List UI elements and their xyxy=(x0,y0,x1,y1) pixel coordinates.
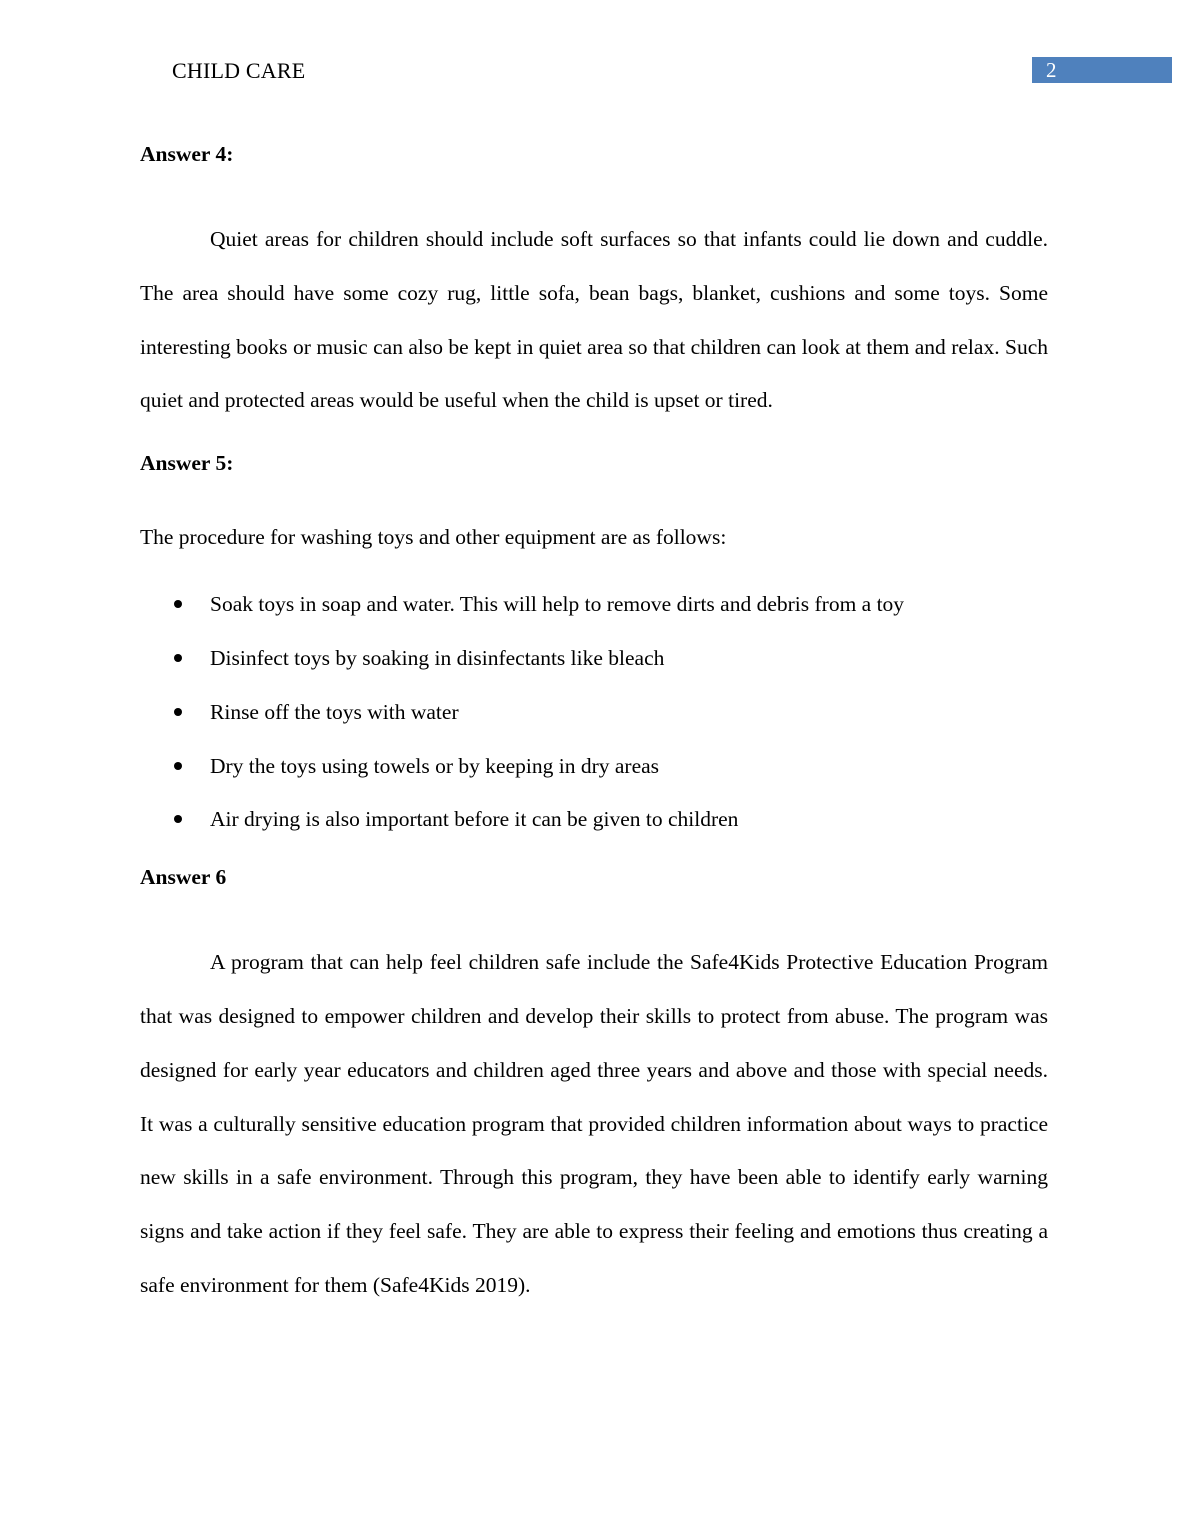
washing-procedure-list xyxy=(140,587,1048,856)
list-item xyxy=(140,749,1048,803)
running-header-title: CHILD CARE xyxy=(172,58,306,83)
page-number: 2 xyxy=(1046,58,1057,82)
bullet-icon xyxy=(174,708,182,716)
answer-4-paragraph: Quiet areas for children should include soft surfaces so that infants could lie down and cuddle. The area should have some cozy rug, little sofa, bean bags, blanket, cushions and some toys. Some interesting books or music can also be kept in quiet area so that children can look at them and relax. Such quiet and protected areas would be useful when the child is upset or tired. xyxy=(140,227,1048,413)
document-body xyxy=(140,139,1048,1313)
list-item xyxy=(140,587,1048,641)
bullet-icon xyxy=(174,762,182,770)
list-item-text: Air drying is also important before it can be given to children xyxy=(210,807,739,832)
list-item-text: Soak toys in soap and water. This will help to remove dirts and debris from a toy xyxy=(210,592,905,617)
list-item-text: Disinfect toys by soaking in disinfectants like bleach xyxy=(210,645,665,670)
answer-4-heading: Answer 4: xyxy=(140,142,234,166)
list-item xyxy=(140,802,1048,856)
answer-6-paragraph: A program that can help feel children safe include the Safe4Kids Protective Education Program that was designed to empower children and develop their skills to protect from abuse. The program was designed for early year educators and children aged three years and above and those with special needs. It was a culturally sensitive education program that provided children information about ways to practice new skills in a safe environment. Through this program, they have been able to identify early warning signs and take action if they feel safe. They are able to express their feeling and emotions thus creating a safe environment for them (Safe4Kids 2019). xyxy=(140,950,1048,1297)
answer-6-heading: Answer 6 xyxy=(140,865,227,890)
answer-5-intro: The procedure for washing toys and other equipment are as follows: xyxy=(140,525,727,550)
bullet-icon xyxy=(174,654,182,662)
bullet-icon xyxy=(174,600,182,608)
page-number-badge xyxy=(1032,57,1172,83)
list-item xyxy=(140,641,1048,695)
list-item xyxy=(140,695,1048,749)
answer-5-heading: Answer 5: xyxy=(140,451,234,476)
list-item-text: Dry the toys using towels or by keeping in dry areas xyxy=(210,753,660,778)
bullet-icon xyxy=(174,815,182,823)
list-item-text: Rinse off the toys with water xyxy=(210,699,459,724)
